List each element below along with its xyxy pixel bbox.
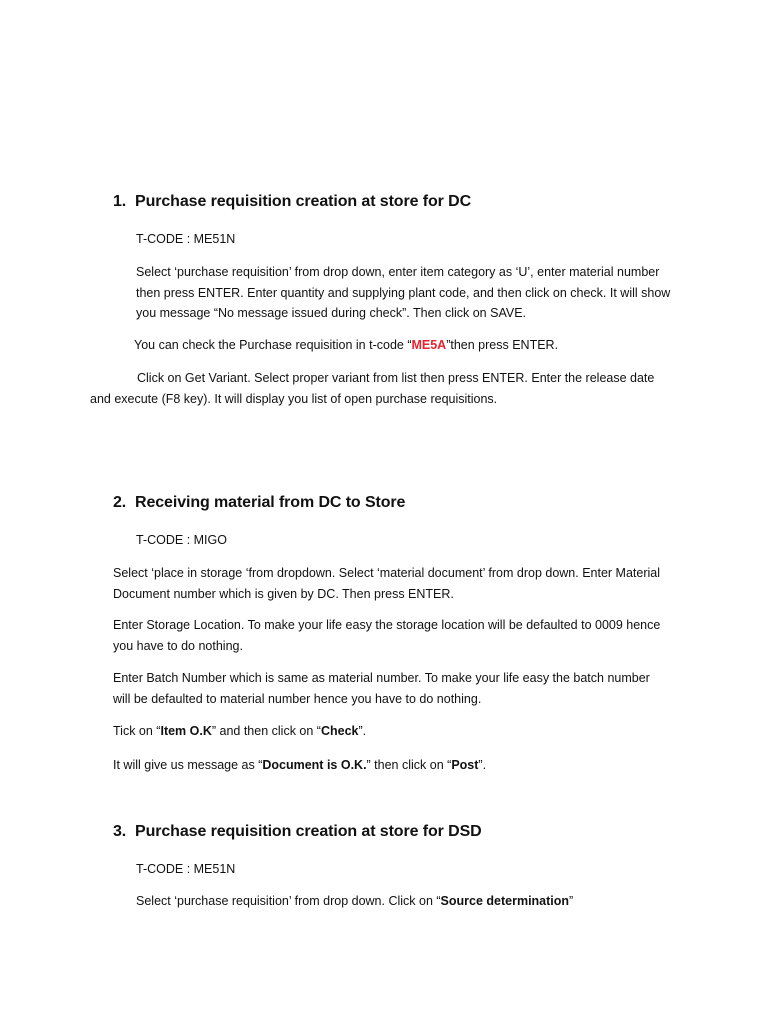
section-1-title: Purchase requisition creation at store for DC	[135, 193, 472, 210]
section-2-paragraph-2-line: you have to do nothing.	[113, 638, 243, 653]
section-3-title: Purchase requisition creation at store for DSD	[135, 823, 482, 840]
message-line-text: ”.	[478, 758, 487, 772]
source-determination-label: Source determination	[440, 894, 570, 908]
section-1-paragraph-3-line: and execute (F8 key). It will display you list of open purchase requisitions.	[90, 391, 498, 406]
check-line-prefix: You can check the Purchase requisition in t-code “	[134, 338, 412, 352]
section-2-paragraph-3-line: will be defaulted to material number hence you have to do nothing.	[113, 691, 482, 706]
tick-line-text: ”.	[358, 724, 367, 738]
section-2-heading	[113, 494, 405, 512]
post-label: Post	[451, 758, 479, 772]
section-2-paragraph-2-line: Enter Storage Location. To make your life easy the storage location will be defaulted to 0009 hence	[113, 618, 661, 632]
document-ok-label: Document is O.K.	[262, 758, 367, 772]
section-2-message-line	[113, 755, 486, 776]
section-2-paragraph-1-line: Document number which is given by DC. Then press ENTER.	[113, 586, 454, 601]
section-3-number: 3.	[113, 823, 127, 840]
tick-line-text: Tick on “	[113, 724, 161, 738]
section-1-paragraph-1-line: you message “No message issued during check”. Then click on SAVE.	[136, 306, 527, 320]
section-1-paragraph-3	[90, 368, 654, 409]
section-1-paragraph-1-line: then press ENTER. Enter quantity and supplying plant code, and then click on check. It will show	[136, 285, 671, 300]
item-ok-label: Item O.K	[160, 724, 212, 738]
section-2-tick-line	[113, 721, 366, 742]
check-label: Check	[320, 724, 359, 738]
section-3-source-line	[136, 891, 573, 912]
message-line-text: ” then click on “	[366, 758, 452, 772]
section-2-paragraph-3-line: Enter Batch Number which is same as material number. To make your life easy the batch number	[113, 671, 650, 685]
section-1-paragraph-1-line: Select ‘purchase requisition’ from drop down, enter item category as ‘U’, enter material number	[136, 265, 660, 279]
check-line-suffix: ”then press ENTER.	[446, 338, 559, 352]
section-2-paragraph-1-line: Select ‘place in storage ‘from dropdown. Select ‘material document’ from drop down. Enter Material	[113, 566, 661, 580]
section-2-paragraph-2	[113, 615, 660, 656]
source-line-text: ”	[569, 894, 574, 908]
section-2-tcode: T-CODE : MIGO	[136, 533, 227, 547]
section-1-tcode: T-CODE : ME51N	[136, 232, 236, 246]
section-1-check-line	[134, 335, 558, 356]
section-3-tcode: T-CODE : ME51N	[136, 862, 236, 876]
section-2-paragraph-1	[113, 563, 660, 604]
section-1-paragraph-1	[136, 262, 670, 324]
source-line-text: Select ‘purchase requisition’ from drop down. Click on “	[136, 894, 441, 908]
section-1-paragraph-3-line: Click on Get Variant. Select proper variant from list then press ENTER. Enter the release date	[137, 371, 655, 385]
section-1-heading	[113, 193, 471, 211]
section-2-number: 2.	[113, 494, 127, 511]
section-3-heading	[113, 823, 482, 841]
section-1-number: 1.	[113, 193, 127, 210]
tick-line-text: ” and then click on “	[211, 724, 321, 738]
tcode-me5a: ME5A	[411, 338, 447, 352]
message-line-text: It will give us message as “	[113, 758, 263, 772]
section-2-title: Receiving material from DC to Store	[135, 494, 406, 511]
section-2-paragraph-3	[113, 668, 650, 709]
